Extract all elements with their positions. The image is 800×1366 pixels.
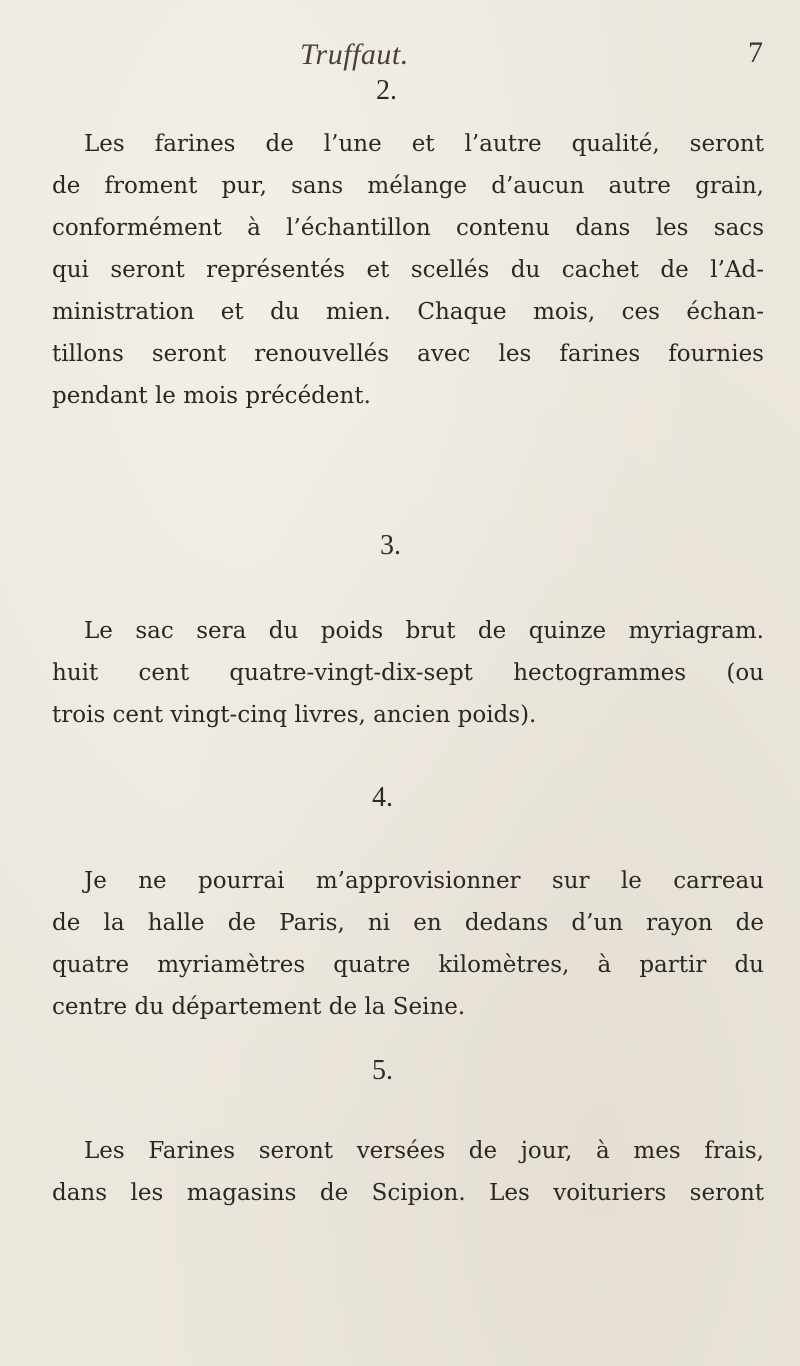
text-line: Les Farines seront versées de jour, à mes frais, [84,1138,764,1164]
section-number-3: 3. [380,530,401,561]
text-line: centre du département de la Seine. [52,994,466,1020]
section-3-paragraph [52,610,764,736]
text-line: conformément à l’échantillon contenu dans les sacs [52,215,764,241]
text-line: Les farines de l’une et l’autre qualité, seront [84,131,764,157]
section-4-paragraph [52,860,764,1028]
text-line: qui seront représentés et scellés du cachet de l’Ad- [52,257,764,283]
text-line: dans les magasins de Scipion. Les voituriers seront [52,1180,764,1206]
text-line: Je ne pourrai m’approvisionner sur le carreau [84,868,764,894]
handwritten-signature: Truffaut. [300,38,409,71]
section-number-4: 4. [372,782,393,813]
section-number-5: 5. [372,1055,393,1086]
section-2-paragraph [52,123,764,417]
text-line: quatre myriamètres quatre kilomètres, à partir du [52,952,764,978]
corner-mark: 7 [748,36,763,69]
text-line: ministration et du mien. Chaque mois, ces échan- [52,299,764,325]
section-5-paragraph [52,1130,764,1214]
text-line: pendant le mois précédent. [52,383,371,409]
text-line: de la halle de Paris, ni en dedans d’un rayon de [52,910,764,936]
text-line: Le sac sera du poids brut de quinze myriagram. [84,618,764,644]
text-line: de froment pur, sans mélange d’aucun autre grain, [52,173,764,199]
section-number-2: 2. [376,75,397,106]
text-line: huit cent quatre-vingt-dix-sept hectogrammes (ou [52,660,764,686]
text-line: tillons seront renouvellés avec les farines fournies [52,341,764,367]
text-line: trois cent vingt-cinq livres, ancien poids). [52,702,537,728]
